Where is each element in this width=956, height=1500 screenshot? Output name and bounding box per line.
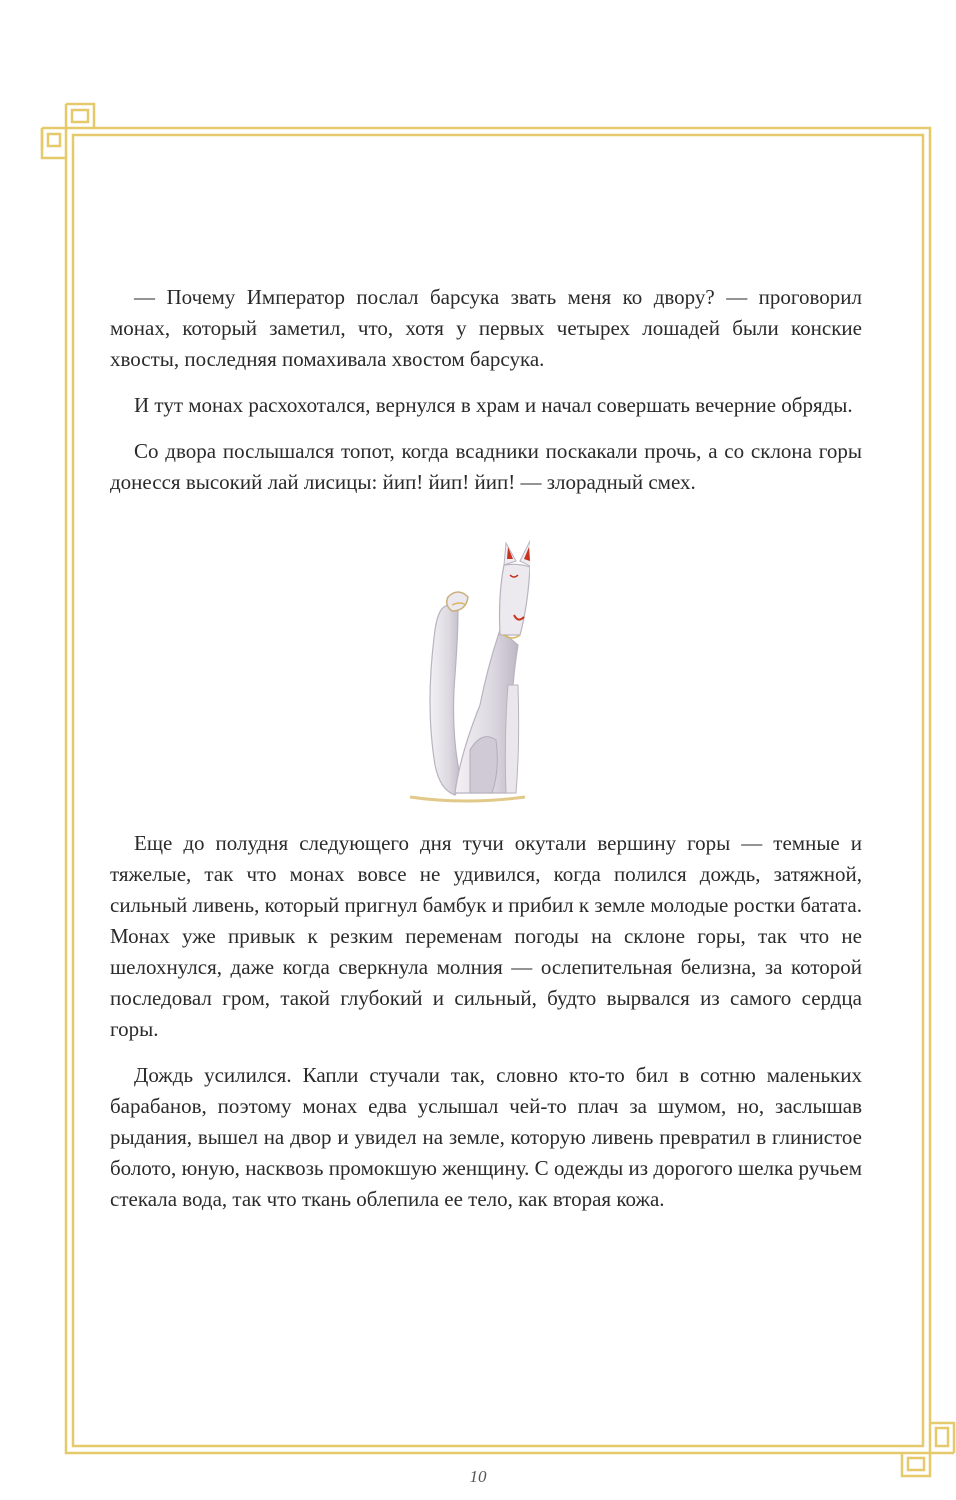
paragraph: И тут монах расхохотался, вернулся в храм и начал совершать вечерние обряды.: [134, 393, 853, 417]
paragraph: Со двора послышался топот, когда всадники поскакали прочь, а со склона горы донесся высокий лай лисицы: йип! йип! йип! — злорадный смех.: [110, 439, 862, 494]
page-number: 10: [469, 1467, 487, 1486]
text-block-top: [110, 282, 862, 513]
fox-figurine-icon: [400, 535, 530, 805]
text-block-bottom: [110, 828, 862, 1230]
paragraph: Еще до полудня следующего дня тучи окутали вершину горы — темные и тяжелые, так что монах вовсе не удивился, когда полился дождь, затяжной, сильный ливень, который пригнул бамбук и прибил к земле молодые ростки батата. Монах уже привык к резким переменам погоды на склоне горы, так что не шелохнулся, даже когда сверкнула молния — ослепительная белизна, за которой последовал гром, такой глубокий и сильный, будто вырвался из самого сердца горы.: [110, 831, 862, 1041]
paragraph: Дождь усилился. Капли стучали так, словно кто-то бил в сотню маленьких барабанов, поэтому монах едва услышал чей-то плач за шумом, но, заслышав рыдания, вышел на двор и увидел на земле, которую ливень превратил в глинистое болото, юную, насквозь промокшую женщину. С одежды из дорогого шелка ручьем стекала вода, так что ткань облепила ее тело, как вторая кожа.: [110, 1063, 862, 1211]
paragraph: — Почему Император послал барсука звать меня ко двору? — проговорил монах, который заметил, что, хотя у первых четырех лошадей были конские хвосты, последняя помахивала хвостом барсука.: [110, 285, 862, 371]
